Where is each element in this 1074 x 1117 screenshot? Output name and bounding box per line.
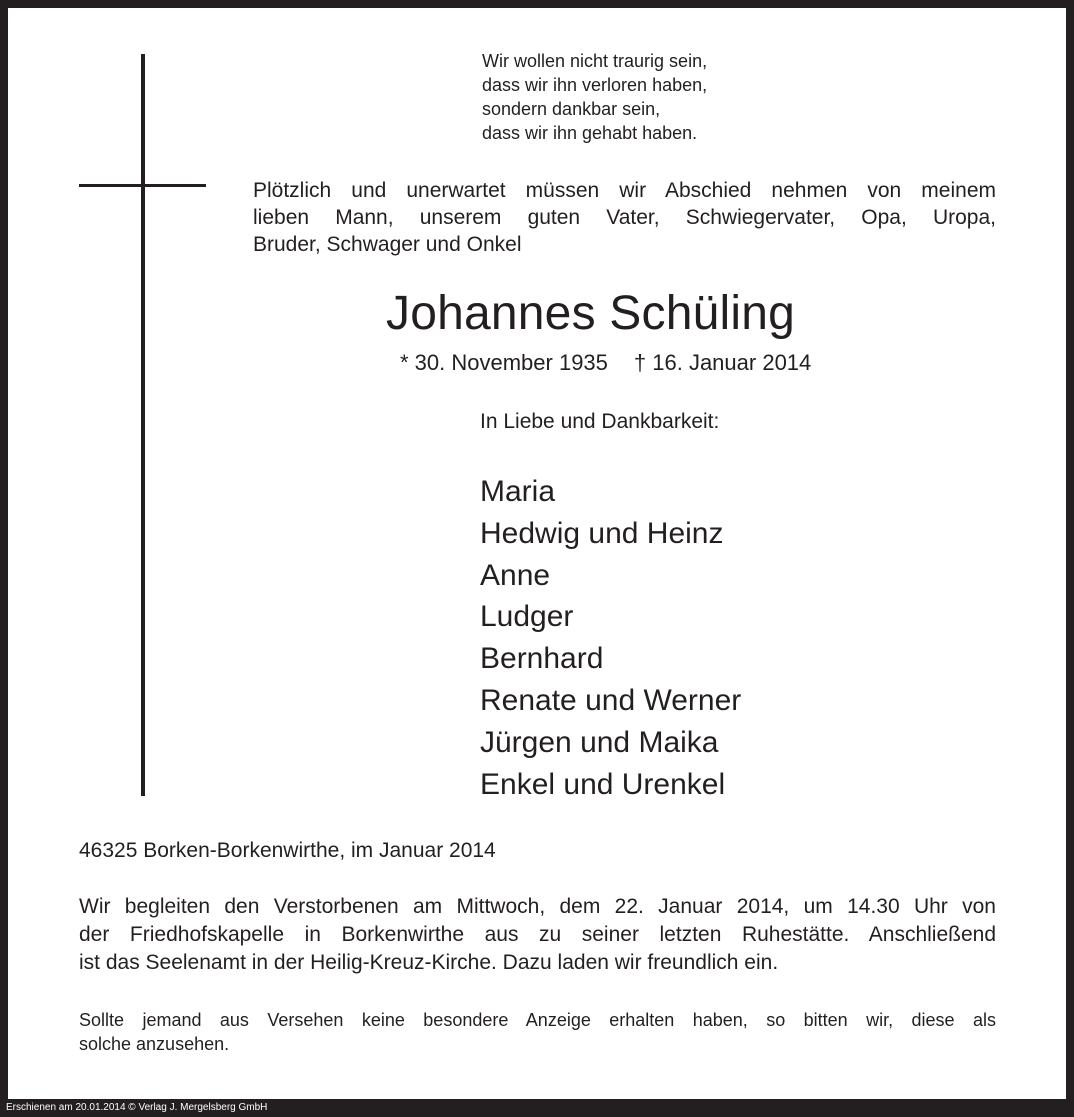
- poem-verse: [482, 49, 707, 145]
- family-member: Anne: [480, 558, 551, 592]
- family-member: Jürgen und Maika: [480, 725, 719, 759]
- deceased-name: Johannes Schüling: [386, 287, 796, 340]
- poem-line: Wir wollen nicht traurig sein,: [482, 51, 708, 71]
- family-member: Bernhard: [480, 642, 604, 676]
- funeral-line: der Friedhofskapelle in Borkenwirthe aus zu seiner letzten Ruhestätte. Anschließend: [79, 923, 996, 946]
- family-member: Ludger: [480, 600, 574, 634]
- place-and-date: 46325 Borken-Borkenwirthe, im Januar 2014: [79, 839, 496, 862]
- intro-line: lieben Mann, unserem guten Vater, Schwiegervater, Opa, Uropa,: [253, 206, 996, 229]
- birth-date: * 30. November 1935: [400, 350, 608, 375]
- poem-line: dass wir ihn verloren haben,: [482, 75, 708, 95]
- life-dates: [400, 348, 811, 378]
- note-line: solche anzusehen.: [79, 1034, 230, 1054]
- death-date: † 16. Januar 2014: [633, 350, 812, 375]
- notice-note: [79, 1008, 996, 1056]
- intro-paragraph: [253, 177, 996, 258]
- funeral-info: [79, 893, 996, 977]
- family-member: Maria: [480, 475, 556, 508]
- family-member: Enkel und Urenkel: [480, 767, 726, 801]
- poem-line: sondern dankbar sein,: [482, 99, 661, 119]
- family-list: [480, 471, 741, 805]
- publication-credit: Erschienen am 20.01.2014 © Verlag J. Mergelsberg GmbH: [6, 1102, 268, 1113]
- family-member: Renate und Werner: [480, 683, 742, 717]
- thanks-heading: In Liebe und Dankbarkeit:: [480, 410, 720, 433]
- poem-line: dass wir ihn gehabt haben.: [482, 123, 698, 143]
- intro-line: Bruder, Schwager und Onkel: [253, 233, 522, 256]
- intro-line: Plötzlich und unerwartet müssen wir Abschied nehmen von meinem: [253, 179, 996, 202]
- family-member: Hedwig und Heinz: [480, 516, 724, 550]
- funeral-line: Wir begleiten den Verstorbenen am Mittwoch, dem 22. Januar 2014, um 14.30 Uhr von: [79, 895, 996, 918]
- cross-vertical-bar: [141, 54, 145, 796]
- cross-horizontal-bar: [79, 184, 206, 187]
- funeral-line: ist das Seelenamt in der Heilig-Kreuz-Kirche. Dazu laden wir freundlich ein.: [79, 951, 779, 974]
- note-line: Sollte jemand aus Versehen keine besondere Anzeige erhalten haben, so bitten wir, diese als: [79, 1010, 996, 1030]
